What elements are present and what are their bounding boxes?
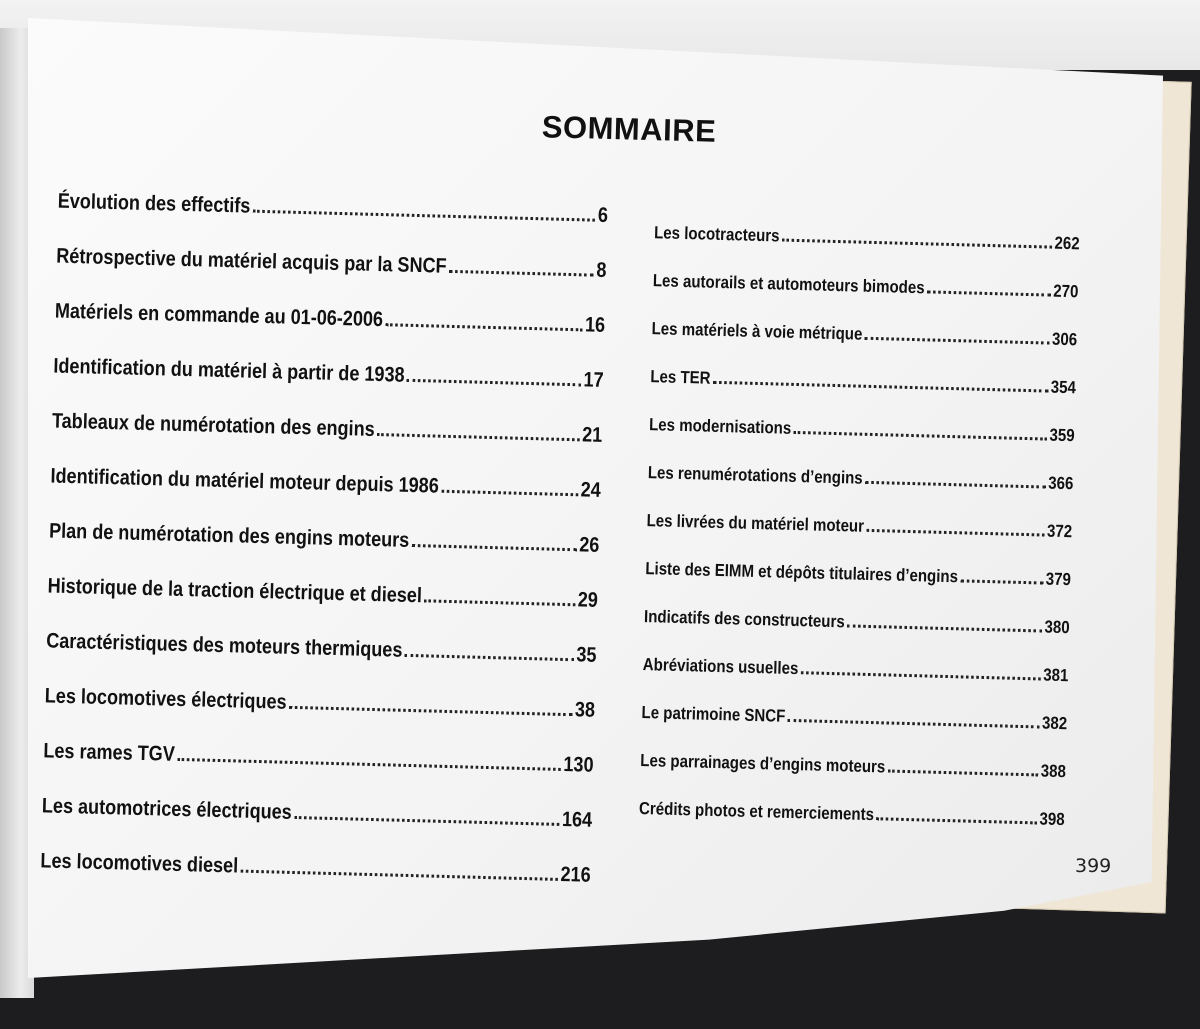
toc-entry-label: Les matériels à voie métrique: [651, 318, 863, 344]
toc-entry: [641, 702, 1067, 734]
dot-leader: [847, 623, 1042, 632]
dot-leader: [866, 528, 1044, 537]
dot-leader: [927, 289, 1051, 296]
toc-entry-page: 381: [1043, 664, 1069, 686]
toc-entry-label: Tableaux de numérotation des engins: [51, 409, 375, 441]
toc-entry-label: Identification du matériel moteur depuis 1986: [50, 464, 440, 498]
toc-entry-page: 380: [1044, 616, 1070, 638]
toc-entry-page: 216: [560, 862, 591, 887]
toc-entry-page: 6: [597, 203, 609, 227]
toc-entry-label: Indicatifs des constructeurs: [643, 606, 846, 632]
toc-entry: [43, 739, 594, 777]
toc-entry: [654, 222, 1080, 254]
toc-entry-page: 130: [563, 753, 594, 777]
toc-entry-page: 29: [577, 588, 599, 612]
toc-entry-label: Caractéristiques des moteurs thermiques: [45, 629, 403, 662]
toc-entry-label: Crédits photos et remerciements: [638, 798, 875, 825]
toc-entry-page: 372: [1046, 520, 1073, 542]
dot-leader: [407, 378, 581, 387]
toc-entry: [644, 606, 1070, 638]
toc-entry: [643, 654, 1069, 686]
toc-entry-label: Les autorails et automoteurs bimodes: [652, 270, 925, 298]
toc-entry: [44, 684, 595, 722]
dot-leader: [253, 209, 595, 222]
toc-entry: [57, 190, 608, 228]
toc-entry: [47, 574, 598, 612]
dot-leader: [177, 757, 561, 771]
toc-entry: [49, 519, 600, 557]
toc-entry-label: Les modernisations: [648, 414, 792, 438]
toc-entry: [646, 510, 1072, 542]
toc-entry-page: 35: [576, 643, 597, 667]
toc-entry: [40, 849, 591, 887]
toc-entry-page: 21: [581, 423, 603, 447]
toc-entry-label: Liste des EIMM et dépôts titulaires d’engins: [645, 558, 959, 587]
toc-entry-label: Les automotrices électriques: [41, 794, 293, 824]
toc-entry: [46, 629, 597, 667]
toc-entry-label: Les renumérotations d’engins: [647, 462, 863, 488]
toc-entry-label: Évolution des effectifs: [57, 189, 251, 218]
toc-entry-label: Les livrées du matériel moteur: [646, 510, 865, 536]
toc-entry-label: Les TER: [650, 366, 711, 388]
toc-entry-label: Les locotracteurs: [653, 222, 780, 246]
toc-entry: [55, 300, 606, 338]
toc-entry: [639, 798, 1065, 830]
toc-entry-page: 398: [1039, 808, 1065, 830]
toc-entry: [42, 794, 593, 832]
dot-leader: [385, 322, 582, 331]
toc-entry: [52, 410, 603, 448]
toc-entry: [648, 462, 1074, 494]
toc-entry-page: 24: [580, 478, 602, 502]
dot-leader: [788, 718, 1040, 729]
toc-entry-page: 388: [1040, 760, 1067, 782]
dot-leader: [289, 705, 572, 716]
toc-entry: [649, 414, 1075, 446]
toc-entry-label: Historique de la traction électrique et diesel: [47, 574, 423, 608]
toc-entry-label: Les rames TGV: [43, 739, 176, 766]
toc-entry-label: Rétrospective du matériel acquis par la SNCF: [56, 244, 447, 278]
toc-entry-label: Le patrimoine SNCF: [641, 702, 786, 726]
toc-entry-page: 270: [1053, 280, 1079, 302]
dot-leader: [876, 816, 1036, 824]
toc-entry-label: Matériels en commande au 01-06-2006: [54, 299, 384, 332]
toc-entry: [653, 270, 1079, 302]
toc-entry-label: Les parrainages d’engins moteurs: [640, 750, 886, 777]
toc-entry: [56, 245, 607, 283]
toc-entry: [651, 318, 1077, 350]
dot-leader: [405, 653, 574, 661]
toc-entry-page: 382: [1041, 712, 1068, 734]
dot-leader: [960, 578, 1043, 584]
toc-entry-page: 16: [584, 313, 606, 337]
toc-entry-page: 306: [1051, 328, 1078, 350]
dot-leader: [449, 269, 594, 277]
dot-leader: [713, 380, 1048, 393]
toc-entry-page: 38: [574, 698, 596, 722]
toc-entry-label: Les locomotives électriques: [44, 684, 287, 714]
dot-leader: [782, 238, 1052, 249]
toc-entry-label: Les locomotives diesel: [40, 849, 239, 878]
page-number: 399: [1075, 855, 1112, 877]
toc-entry-page: 26: [578, 533, 600, 557]
dot-leader: [801, 670, 1041, 680]
toc-entry-page: 379: [1045, 568, 1072, 590]
toc-entry-page: 359: [1049, 424, 1075, 446]
dot-leader: [412, 543, 577, 551]
toc-entry: [53, 355, 604, 393]
dot-leader: [865, 480, 1046, 489]
dot-leader: [294, 815, 559, 826]
dot-leader: [888, 769, 1038, 777]
toc-entry: [645, 558, 1071, 590]
toc-entry-page: 366: [1048, 472, 1074, 494]
dot-leader: [441, 489, 578, 497]
toc-entry: [650, 366, 1076, 398]
toc-entry-page: 164: [561, 807, 593, 832]
toc-entry: [50, 464, 601, 502]
dot-leader: [377, 432, 579, 441]
page-title: SOMMAIRE: [541, 109, 717, 149]
dot-leader: [241, 869, 558, 881]
toc-entry-label: Plan de numérotation des engins moteurs: [48, 519, 410, 552]
toc-entry-page: 8: [596, 258, 607, 282]
dot-leader: [424, 598, 575, 606]
toc-entry-page: 354: [1050, 376, 1077, 398]
dot-leader: [794, 430, 1047, 441]
toc-entry-page: 262: [1054, 232, 1080, 254]
toc-entry-label: Identification du matériel à partir de 1938: [53, 354, 405, 387]
toc-entry-page: 17: [583, 368, 604, 392]
dot-leader: [865, 336, 1050, 345]
toc-entry-label: Abréviations usuelles: [642, 654, 799, 679]
toc-entry: [640, 750, 1066, 782]
